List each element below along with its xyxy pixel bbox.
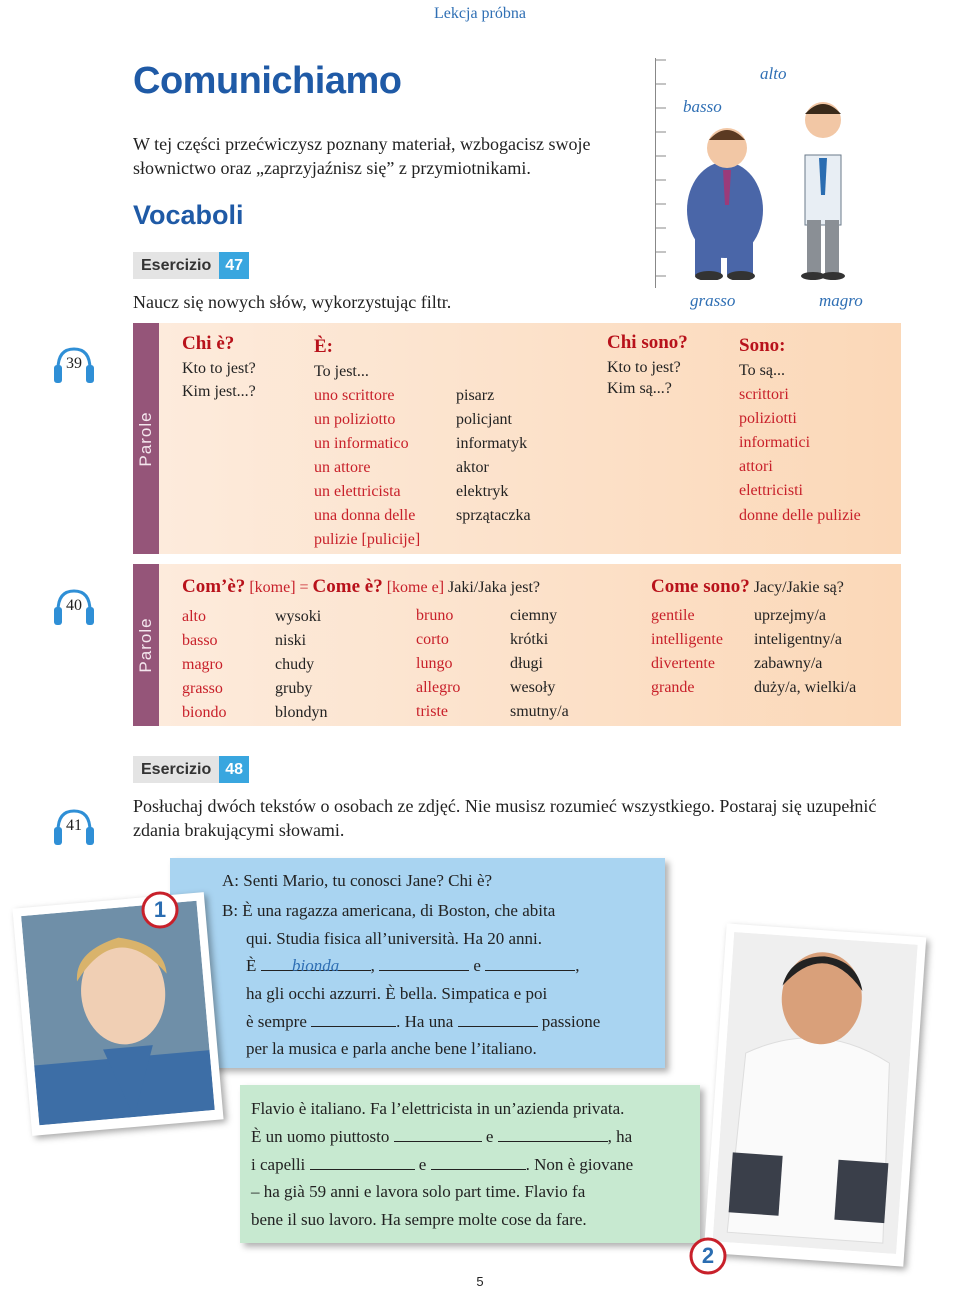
audio-track-40[interactable]	[52, 585, 96, 629]
adj-it: basso	[182, 632, 218, 649]
photo-jane	[12, 892, 223, 1136]
adj-pl: wesoły	[510, 679, 556, 696]
adj-it: divertente	[651, 655, 715, 672]
exercise-47-instruction: Naucz się nowych słów, wykorzystując filtr.	[133, 292, 452, 312]
dialog1-line-blanks: è sempre . Ha una passione	[246, 1008, 600, 1036]
to-jest: To jest...	[314, 363, 369, 380]
kto-to-jest: Kto to jest?	[182, 360, 256, 377]
adj-it: bruno	[416, 607, 454, 624]
adj-pl: chudy	[275, 656, 315, 673]
page-header: Lekcja próbna	[434, 5, 526, 22]
exercise-48-badge	[133, 756, 249, 783]
dialog2-line: – ha già 59 anni e lavora solo part time. Flavio fa	[251, 1182, 586, 1201]
it-word: uno scrittore	[314, 387, 395, 404]
audio-track-41[interactable]	[52, 805, 96, 849]
question-come-e: Com’è? [kome] = Come è? [kome e] Jaki/Jaka jest?	[182, 576, 540, 597]
track-number: 39	[66, 355, 82, 372]
dialog1-line: B: È una ragazza americana, di Boston, che abita	[222, 901, 556, 920]
adj-it: intelligente	[651, 631, 723, 648]
photo-flavio	[704, 923, 927, 1266]
chi-sono-heading: Chi sono?	[607, 332, 688, 353]
it-word: una donna delle pulizie [pulicije]	[314, 507, 421, 548]
blank-input[interactable]	[379, 952, 469, 971]
adj-pl: duży/a, wielki/a	[754, 679, 857, 696]
dialog1-line: ha gli occhi azzurri. È bella. Simpatica e poi	[246, 984, 548, 1003]
kim-jest: Kim jest...?	[182, 383, 256, 400]
adj-pl: ciemny	[510, 607, 558, 624]
label-basso: basso	[683, 97, 722, 116]
track-number: 41	[66, 817, 82, 834]
parole-tab: Parole	[133, 323, 159, 554]
adj-it: grande	[651, 679, 695, 696]
blank-input[interactable]	[458, 1008, 538, 1027]
dialog1-line: qui. Studia fisica all’università. Ha 20 anni.	[246, 929, 543, 948]
pl-word: policjant	[456, 411, 512, 428]
adj-it: allegro	[416, 679, 461, 696]
exercise-47-badge	[133, 252, 249, 279]
it-word: un elettricista	[314, 483, 401, 500]
track-number: 40	[66, 597, 82, 614]
sono-heading: Sono:	[739, 335, 786, 356]
blank-input[interactable]	[498, 1123, 608, 1142]
audio-track-39[interactable]	[52, 343, 96, 387]
plural-word: poliziotti	[739, 410, 797, 427]
chi-e-heading: Chi è?	[182, 333, 235, 354]
exercise-label: Esercizio	[133, 756, 219, 783]
adj-it: lungo	[416, 655, 453, 672]
adj-it: triste	[416, 703, 448, 720]
blank-input[interactable]	[431, 1151, 526, 1170]
adj-pl: blondyn	[275, 704, 328, 721]
it-word: un poliziotto	[314, 411, 396, 428]
adj-pl: krótki	[510, 631, 549, 648]
photo-number-2: 2	[688, 1236, 728, 1276]
adj-it: magro	[182, 656, 223, 673]
pl-word: aktor	[456, 459, 489, 476]
pl-word: informatyk	[456, 435, 528, 452]
adj-it: biondo	[182, 704, 227, 721]
exercise-48-instruction: Posłuchaj dwóch tekstów o osobach ze zdjęć. Nie musisz rozumieć wszystkiego. Postaraj się uzupełnić zdania brakującymi słowami.	[133, 796, 877, 840]
exercise-label: Esercizio	[133, 252, 219, 279]
kto-to-jest-2: Kto to jest?	[607, 359, 681, 376]
dialog2-line: Flavio è italiano. Fa l’elettricista in un’azienda privata.	[251, 1099, 625, 1118]
adj-pl: zabawny/a	[754, 655, 823, 672]
page-number: 5	[476, 1274, 484, 1289]
adj-pl: wysoki	[275, 608, 322, 625]
pl-word: sprzątaczka	[456, 507, 531, 524]
question-come-sono: Come sono? Jacy/Jakie są?	[651, 576, 844, 597]
plural-word: informatici	[739, 434, 811, 451]
to-sa: To są...	[739, 362, 785, 379]
adj-pl: długi	[510, 655, 543, 672]
label-magro: magro	[819, 291, 863, 310]
label-grasso: grasso	[690, 291, 736, 310]
intro-text: W tej części przećwiczysz poznany materiał, wzbogacisz swoje słownictwo oraz „zaprzyjaźnisz się” z przymiotnikami.	[133, 134, 591, 178]
blank-input[interactable]	[311, 1008, 396, 1027]
adj-pl: niski	[275, 632, 307, 649]
dialog1-line-blanks: È bionda , e ,	[246, 952, 579, 980]
adj-pl: uprzejmy/a	[754, 607, 826, 624]
it-word: un informatico	[314, 435, 409, 452]
blank-input[interactable]	[485, 952, 575, 971]
adj-it: gentile	[651, 607, 695, 624]
adj-it: grasso	[182, 680, 223, 697]
exercise-number: 47	[219, 252, 249, 279]
exercise-number: 48	[219, 756, 249, 783]
adj-pl: gruby	[275, 680, 313, 697]
dialog2-line-blanks: i capelli e . Non è giovane	[251, 1151, 633, 1179]
section-title-vocaboli: Vocaboli	[133, 200, 244, 230]
adj-pl: smutny/a	[510, 703, 569, 720]
parole-tab: Parole	[133, 564, 159, 726]
dialog2-line-blanks: È un uomo piuttosto e , ha	[251, 1123, 632, 1151]
kim-sa: Kim są...?	[607, 380, 672, 397]
page-title: Comunichiamo	[133, 60, 402, 102]
dialog1-line: per la musica e parla anche bene l’italiano.	[246, 1039, 537, 1058]
adj-pl: inteligentny/a	[754, 631, 842, 648]
plural-word: elettricisti	[739, 482, 803, 499]
jane-photo-image	[21, 901, 215, 1126]
adj-it: alto	[182, 608, 206, 625]
pl-word: elektryk	[456, 483, 509, 500]
plural-word: donne delle pulizie	[739, 507, 861, 524]
adj-it: corto	[416, 631, 449, 648]
label-alto: alto	[760, 64, 787, 83]
plural-word: scrittori	[739, 386, 789, 403]
blank-input[interactable]	[310, 1151, 415, 1170]
blank-input[interactable]	[394, 1123, 482, 1142]
e-heading: È:	[314, 336, 333, 357]
plural-word: attori	[739, 458, 773, 475]
pl-word: pisarz	[456, 387, 495, 404]
it-word: un attore	[314, 459, 371, 476]
flavio-photo-image	[713, 932, 918, 1254]
dialog1-line: A: Senti Mario, tu conosci Jane? Chi è?	[222, 871, 493, 890]
dialog2-line: bene il suo lavoro. Ha sempre molte cose da fare.	[251, 1210, 587, 1229]
filled-blank[interactable]: bionda	[261, 952, 371, 971]
photo-number-1: 1	[140, 890, 180, 930]
